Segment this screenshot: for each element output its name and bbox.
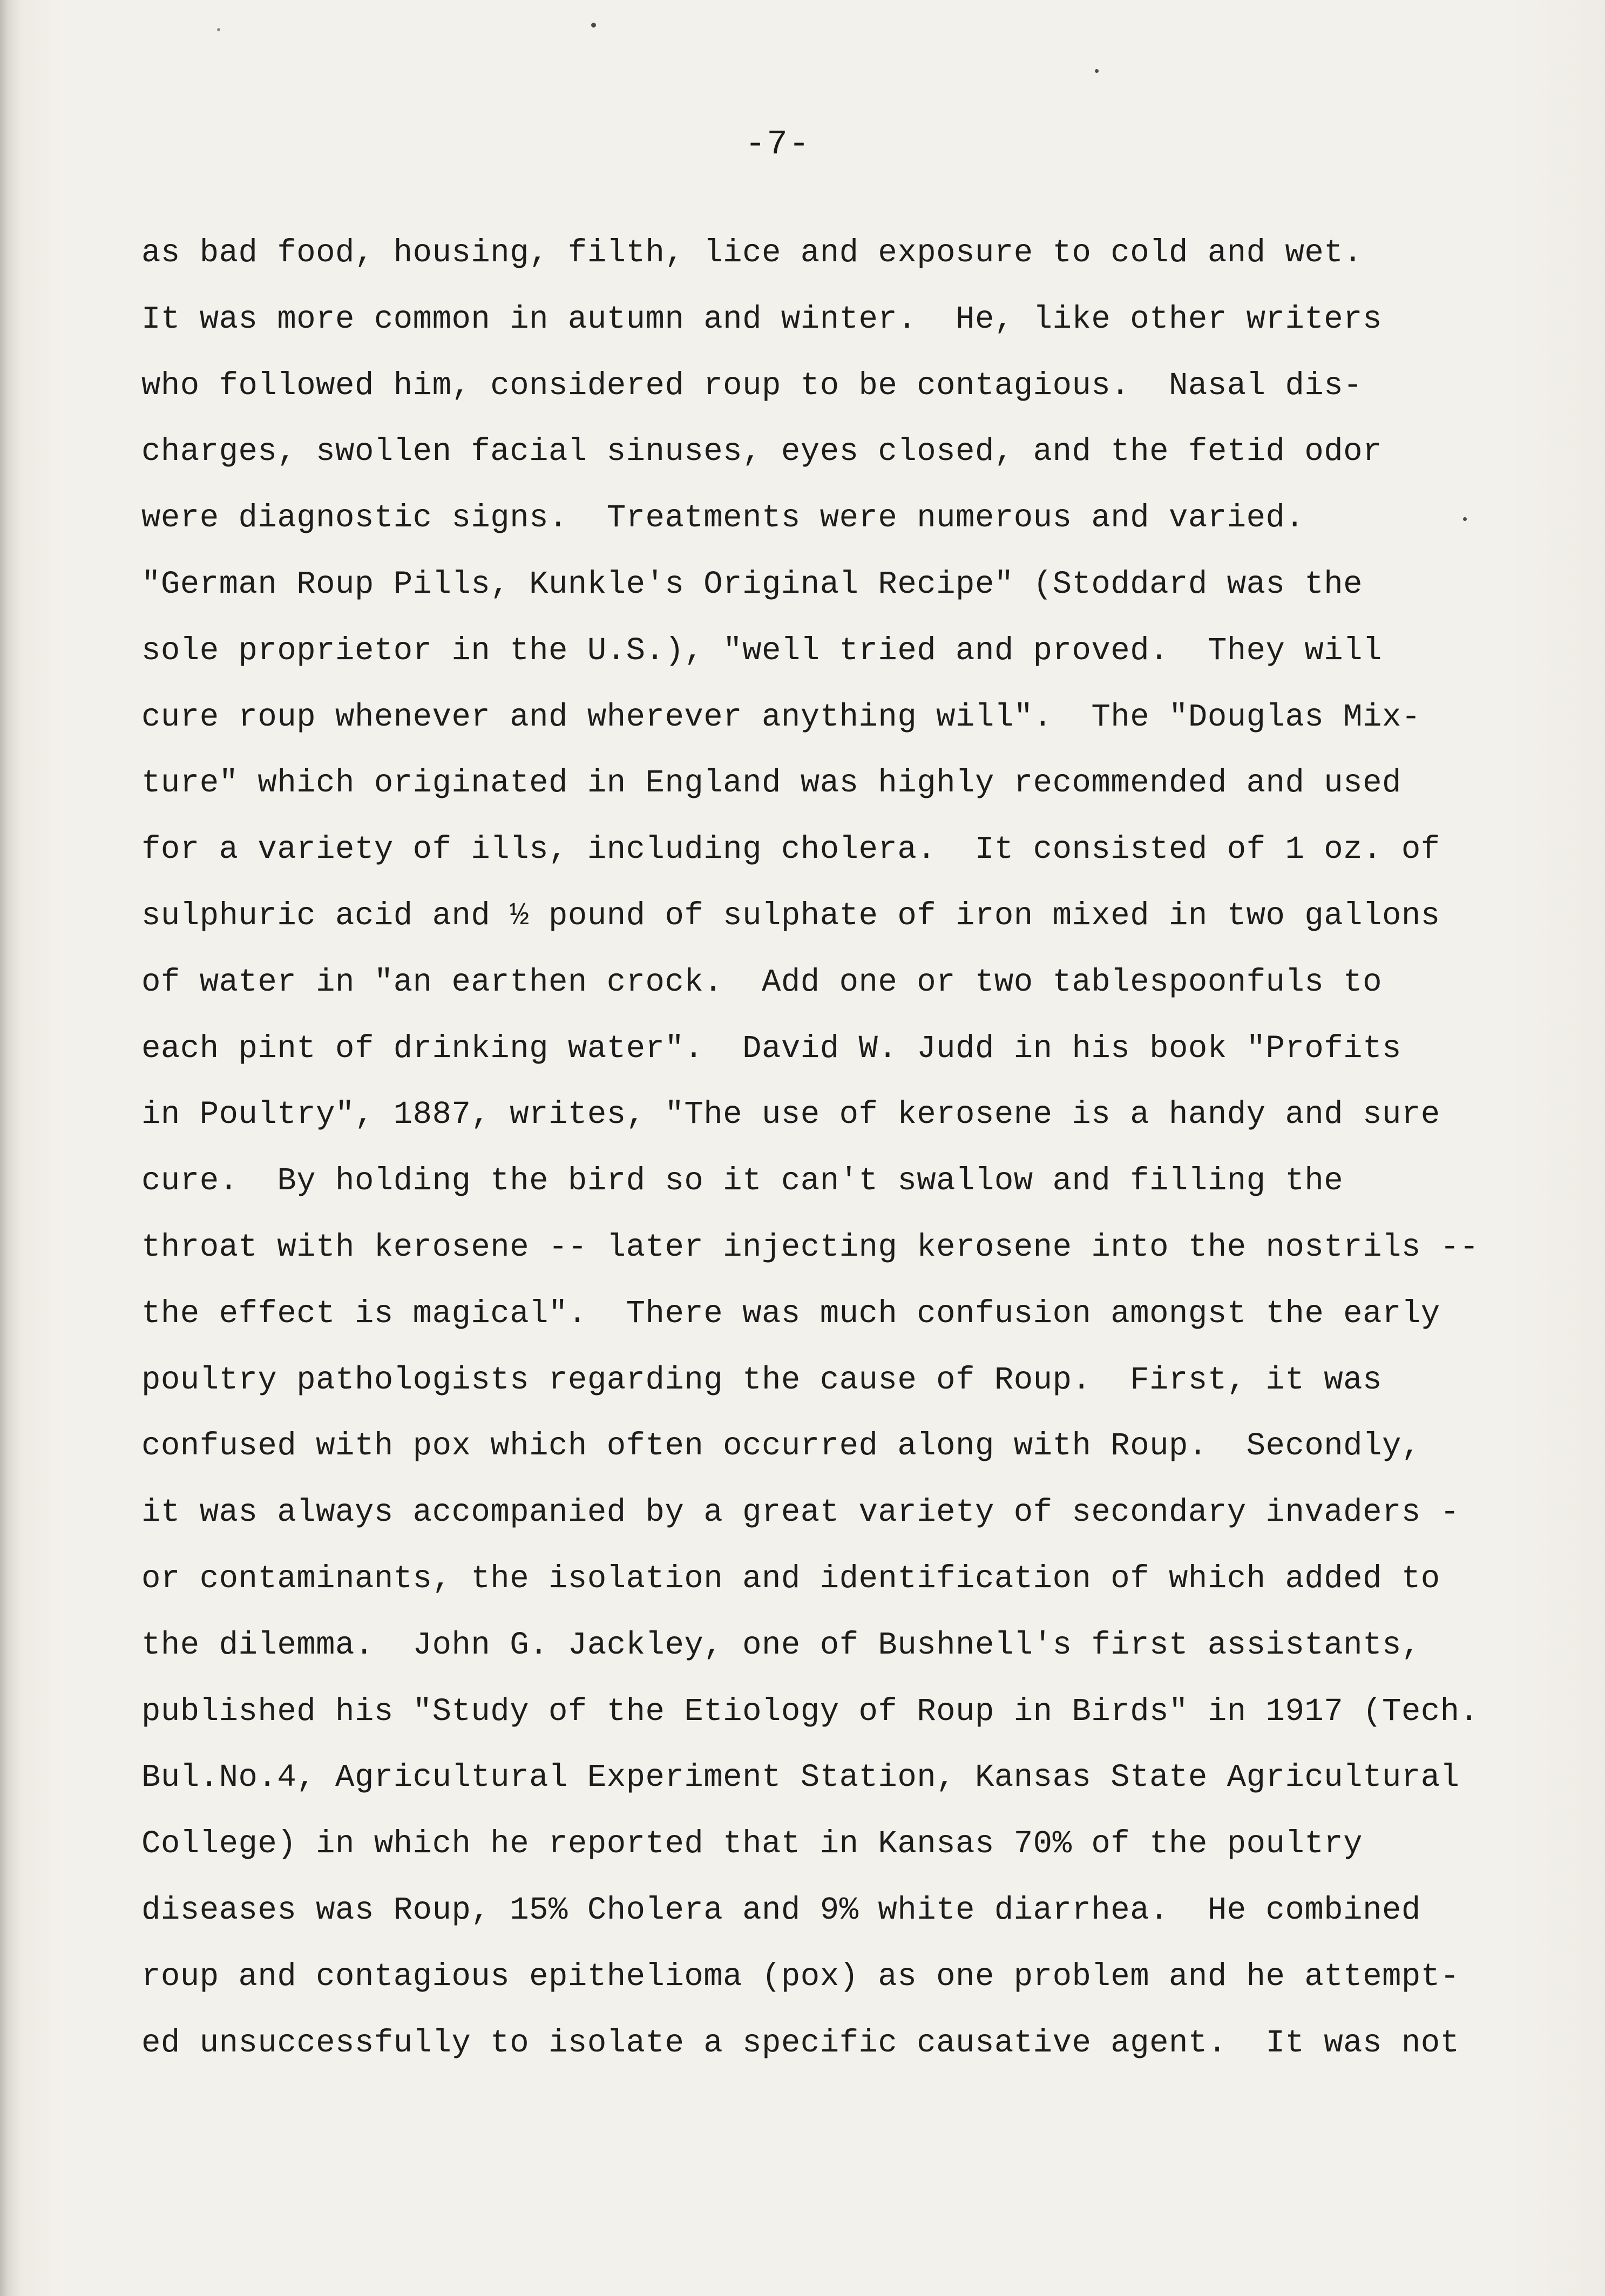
scan-speck [1095,69,1099,73]
body-text [141,220,1479,2076]
text-line: throat with kerosene -- later injecting kerosene into the nostrils -- [141,1229,1479,1265]
text-line: each pint of drinking water". David W. Judd in his book "Profits [141,1030,1401,1067]
text-line: diseases was Roup, 15% Cholera and 9% white diarrhea. He combined [141,1892,1421,1928]
text-line: it was always accompanied by a great variety of secondary invaders - [141,1494,1460,1531]
text-line: or contaminants, the isolation and identification of which added to [141,1560,1440,1597]
text-line: confused with pox which often occurred along with Roup. Secondly, [141,1428,1421,1465]
text-line: "German Roup Pills, Kunkle's Original Recipe" (Stoddard was the [141,566,1363,602]
text-line: cure roup whenever and wherever anything will". The "Douglas Mix- [141,699,1421,735]
page-number: -7- [745,125,811,164]
text-line: of water in "an earthen crock. Add one or two tablespoonfuls to [141,964,1382,1000]
text-line: the dilemma. John G. Jackley, one of Bushnell's first assistants, [141,1627,1421,1663]
text-line: ture" which originated in England was highly recommended and used [141,765,1401,802]
text-line: cure. By holding the bird so it can't swallow and filling the [141,1163,1344,1200]
text-line: sole proprietor in the U.S.), "well tried and proved. They will [141,632,1382,669]
text-line: ed unsuccessfully to isolate a specific causative agent. It was not [141,2024,1460,2061]
scan-speck [217,28,220,31]
text-line: roup and contagious epithelioma (pox) as one problem and he attempt- [141,1958,1460,1995]
text-line: sulphuric acid and ½ pound of sulphate of iron mixed in two gallons [141,897,1440,934]
text-line: published his "Study of the Etiology of Roup in Birds" in 1917 (Tech. [141,1693,1479,1730]
text-line: who followed him, considered roup to be contagious. Nasal dis- [141,367,1363,404]
text-line: poultry pathologists regarding the cause of Roup. First, it was [141,1362,1382,1398]
text-line: in Poultry", 1887, writes, "The use of kerosene is a handy and sure [141,1096,1440,1133]
text-line: for a variety of ills, including cholera. It consisted of 1 oz. of [141,831,1440,868]
text-line: as bad food, housing, filth, lice and exposure to cold and wet. [141,235,1363,271]
text-line: the effect is magical". There was much confusion amongst the early [141,1295,1440,1332]
text-line: College) in which he reported that in Kansas 70% of the poultry [141,1826,1363,1862]
text-line: were diagnostic signs. Treatments were numerous and varied. [141,500,1305,537]
text-line: charges, swollen facial sinuses, eyes closed, and the fetid odor [141,434,1382,470]
scan-speck [591,23,596,28]
text-line: It was more common in autumn and winter. He, like other writers [141,301,1382,337]
text-line: Bul.No.4, Agricultural Experiment Station, Kansas State Agricultural [141,1759,1460,1796]
